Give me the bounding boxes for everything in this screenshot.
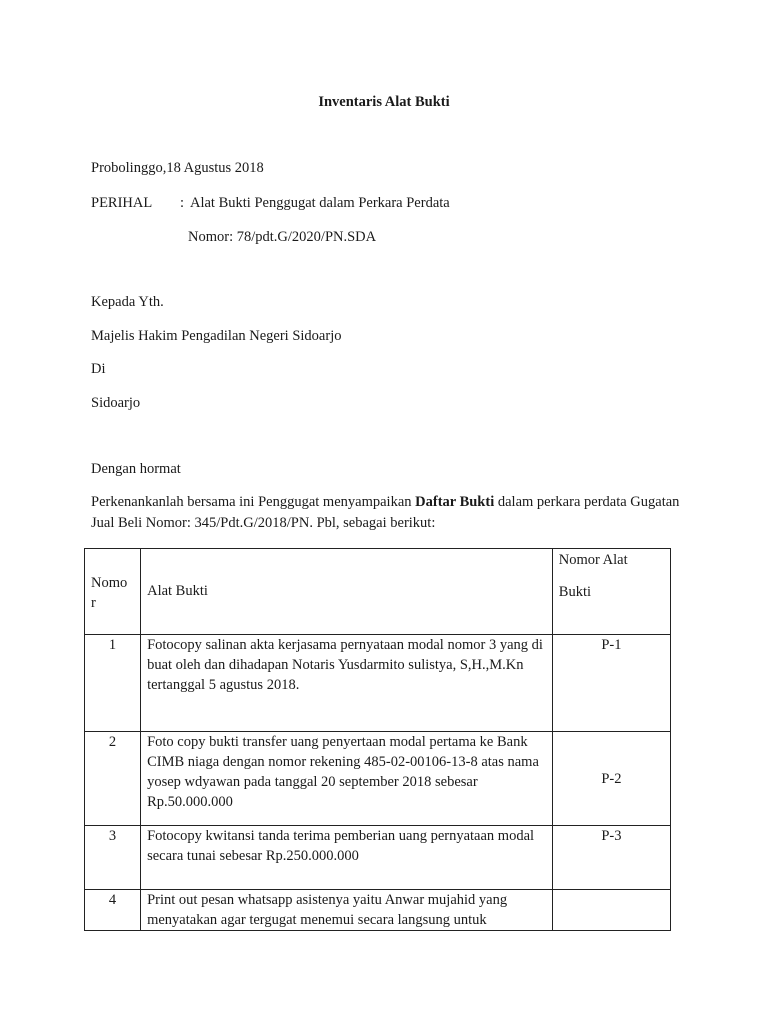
header-nomor-line-1: Nomo xyxy=(91,575,128,591)
subject-line-2: Nomor: 78/pdt.G/2020/PN.SDA xyxy=(188,229,377,245)
row-code xyxy=(552,890,670,931)
row-code: P-1 xyxy=(552,635,670,732)
row-number: 3 xyxy=(85,826,141,890)
evidence-table xyxy=(84,548,671,931)
place-date: Probolinggo,18 Agustus 2018 xyxy=(91,160,264,176)
row-number: 4 xyxy=(85,890,141,931)
subject-label: PERIHAL xyxy=(91,195,153,211)
row-description: Foto copy bukti transfer uang penyertaan modal pertama ke Bank CIMB niaga dengan nomor rekening 485-02-00106-13-8 atas nama yosep wdyawan pada tanggal 20 september 2018 sebesar Rp.50.000.000 xyxy=(141,732,553,826)
row-code: P-3 xyxy=(552,826,670,890)
table-row xyxy=(85,635,671,732)
table-row xyxy=(85,826,671,890)
header-nomor-line-2: r xyxy=(91,595,96,611)
recipient-line-3: Di xyxy=(91,361,106,377)
row-number: 1 xyxy=(85,635,141,732)
row-number: 2 xyxy=(85,732,141,826)
table-header-row xyxy=(85,549,671,635)
table-row xyxy=(85,732,671,826)
row-description: Print out pesan whatsapp asistenya yaitu Anwar mujahid yang menyatakan agar tergugat menemui secara langsung untuk xyxy=(141,890,553,931)
recipient-line-1: Kepada Yth. xyxy=(91,294,164,310)
intro-text-bold: Daftar Bukti xyxy=(415,494,495,510)
table-row xyxy=(85,890,671,931)
header-alat-bukti xyxy=(141,549,553,635)
intro-text-after: dalam perkara perdata Gugatan Jual Beli Nomor: 345/Pdt.G/2018/PN. Pbl, sebagai berikut: xyxy=(91,494,680,531)
recipient-line-4: Sidoarjo xyxy=(91,395,141,411)
greeting: Dengan hormat xyxy=(91,461,181,477)
subject-separator: : xyxy=(180,195,185,211)
recipient-line-2: Majelis Hakim Pengadilan Negeri Sidoarjo xyxy=(91,328,342,344)
subject-line-1: Alat Bukti Penggugat dalam Perkara Perdata xyxy=(190,195,450,211)
row-code: P-2 xyxy=(552,732,670,826)
intro-paragraph xyxy=(91,492,691,534)
header-nomor-alat-line-2: Bukti xyxy=(558,584,592,600)
intro-text-before: Perkenankanlah bersama ini Penggugat menyampaikan xyxy=(91,494,416,510)
header-nomor-alat-line-1: Nomor Alat xyxy=(558,552,628,568)
header-nomor-alat-bukti xyxy=(552,549,670,635)
row-description: Fotocopy kwitansi tanda terima pemberian uang pernyataan modal secara tunai sebesar Rp.250.000.000 xyxy=(141,826,553,890)
document-title: Inventaris Alat Bukti xyxy=(318,94,450,110)
header-alat-bukti-label: Alat Bukti xyxy=(147,583,208,599)
header-nomor xyxy=(85,549,141,635)
row-description: Fotocopy salinan akta kerjasama pernyataan modal nomor 3 yang di buat oleh dan dihadapan Notaris Yusdarmito sulistya, S,H.,M.Kn tertanggal 5 agustus 2018. xyxy=(141,635,553,732)
